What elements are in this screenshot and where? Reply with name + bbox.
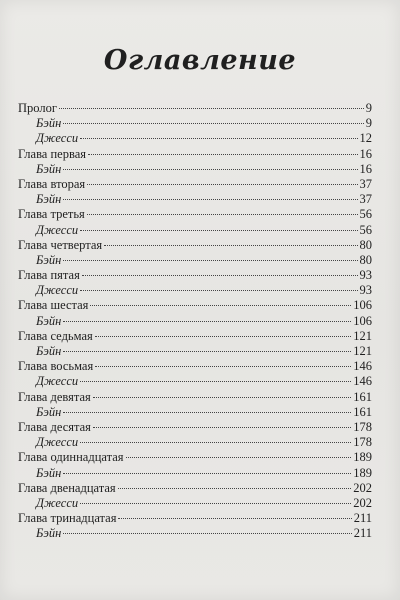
toc-entry-label: Глава восьмая — [18, 359, 94, 374]
dot-leader — [63, 412, 351, 413]
toc-entry-label: Глава первая — [18, 146, 87, 161]
toc-chapter-entry — [18, 511, 372, 526]
toc-page-number: 189 — [353, 450, 372, 465]
dot-leader — [59, 108, 364, 109]
dot-leader — [95, 336, 352, 337]
dot-leader — [80, 381, 351, 382]
toc-entry-label: Бэйн — [36, 404, 62, 419]
toc-chapter-entry — [18, 329, 372, 344]
toc-entry-label: Глава пятая — [18, 268, 80, 283]
dot-leader — [80, 442, 351, 443]
toc-subentry — [18, 253, 372, 268]
toc-page-number: 121 — [353, 344, 372, 358]
toc-page-number: 12 — [359, 131, 372, 146]
dot-leader — [63, 321, 351, 322]
toc-subentry — [18, 314, 372, 329]
dot-leader — [93, 397, 351, 398]
toc-subentry — [18, 344, 372, 359]
toc-subentry — [18, 526, 372, 541]
dot-leader — [118, 518, 351, 519]
toc-page-number: 93 — [359, 268, 372, 283]
toc-entry-label: Глава шестая — [18, 298, 89, 313]
toc-chapter-entry — [18, 420, 372, 435]
toc-chapter-entry — [18, 147, 372, 162]
toc-entry-label: Глава третья — [18, 207, 85, 222]
dot-leader — [87, 184, 357, 185]
toc-page-number: 211 — [353, 511, 372, 526]
toc-chapter-entry — [18, 177, 372, 192]
toc-chapter-entry — [18, 101, 372, 116]
toc-subentry — [18, 116, 372, 131]
toc-page-number: 161 — [353, 404, 372, 419]
toc-chapter-entry — [18, 238, 372, 253]
toc-entry-label: Глава двенадцатая — [18, 480, 116, 495]
toc-page-number: 56 — [359, 222, 372, 237]
toc-subentry — [18, 162, 372, 177]
toc-entry-label: Бэйн — [36, 313, 62, 328]
toc-subentry — [18, 374, 372, 389]
toc-entry-label: Пролог — [18, 101, 57, 115]
dot-leader — [63, 260, 357, 261]
toc-entry-label: Джесси — [36, 222, 79, 237]
toc-chapter-entry — [18, 390, 372, 405]
toc-entry-label: Джесси — [36, 374, 79, 389]
toc-subentry — [18, 496, 372, 511]
dot-leader — [80, 138, 357, 139]
toc-subentry — [18, 405, 372, 420]
dot-leader — [80, 230, 357, 231]
dot-leader — [63, 473, 351, 474]
toc-page-number: 161 — [353, 389, 372, 404]
toc-entry-label: Бэйн — [36, 161, 62, 176]
toc-page-number: 37 — [359, 192, 372, 207]
dot-leader — [95, 366, 351, 367]
page-title: Оглавление — [103, 45, 297, 76]
toc-page-number: 202 — [353, 495, 372, 510]
toc-chapter-entry — [18, 450, 372, 465]
toc-page-number: 9 — [365, 101, 372, 115]
dot-leader — [63, 351, 351, 352]
dot-leader — [90, 305, 351, 306]
dot-leader — [80, 290, 357, 291]
toc-chapter-entry — [18, 359, 372, 374]
toc-chapter-entry — [18, 268, 372, 283]
toc-page-number: 37 — [359, 176, 372, 191]
toc-entry-label: Глава девятая — [18, 389, 91, 404]
toc-page-number: 202 — [353, 480, 372, 495]
toc-entry-label: Бэйн — [36, 344, 62, 358]
table-of-contents — [18, 101, 372, 541]
toc-entry-label: Глава одиннадцатая — [18, 450, 124, 465]
dot-leader — [88, 154, 357, 155]
toc-page-number: 16 — [359, 161, 372, 176]
toc-page-number: 106 — [353, 298, 372, 313]
dot-leader — [93, 427, 351, 428]
toc-page-number: 146 — [353, 359, 372, 374]
toc-page-number: 80 — [359, 237, 372, 252]
toc-entry-label: Джесси — [36, 435, 79, 450]
toc-page-number: 178 — [353, 419, 372, 434]
toc-entry-label: Глава вторая — [18, 176, 86, 191]
toc-entry-label: Глава десятая — [18, 419, 91, 434]
dot-leader — [63, 169, 357, 170]
toc-page-number: 121 — [353, 328, 372, 343]
toc-entry-label: Бэйн — [36, 252, 62, 267]
toc-page-number: 211 — [353, 526, 372, 541]
toc-subentry — [18, 131, 372, 146]
dot-leader — [126, 457, 352, 458]
toc-subentry — [18, 223, 372, 238]
toc-subentry — [18, 435, 372, 450]
toc-entry-label: Джесси — [36, 283, 79, 298]
toc-page-number: 93 — [359, 283, 372, 298]
toc-entry-label: Бэйн — [36, 116, 62, 131]
toc-page-number: 80 — [359, 252, 372, 267]
toc-subentry — [18, 283, 372, 298]
toc-entry-label: Бэйн — [36, 526, 62, 541]
toc-entry-label: Глава четвертая — [18, 237, 103, 252]
toc-chapter-entry — [18, 481, 372, 496]
toc-entry-label: Джесси — [36, 495, 79, 510]
dot-leader — [104, 245, 357, 246]
toc-entry-label: Глава тринадцатая — [18, 511, 117, 526]
toc-subentry — [18, 466, 372, 481]
toc-entry-label: Бэйн — [36, 465, 62, 480]
toc-chapter-entry — [18, 298, 372, 313]
toc-page-number: 106 — [353, 313, 372, 328]
dot-leader — [82, 275, 358, 276]
dot-leader — [63, 123, 363, 124]
toc-entry-label: Глава седьмая — [18, 328, 93, 343]
toc-page-number: 9 — [365, 116, 372, 131]
toc-page-number: 56 — [359, 207, 372, 222]
toc-page-number: 189 — [353, 465, 372, 480]
toc-chapter-entry — [18, 207, 372, 222]
dot-leader — [118, 488, 352, 489]
dot-leader — [87, 214, 358, 215]
toc-subentry — [18, 192, 372, 207]
toc-entry-label: Джесси — [36, 131, 79, 146]
toc-page-number: 146 — [353, 374, 372, 389]
toc-page-number: 178 — [353, 435, 372, 450]
toc-entry-label: Бэйн — [36, 192, 62, 207]
dot-leader — [63, 533, 351, 534]
dot-leader — [63, 199, 357, 200]
toc-page-number: 16 — [359, 146, 372, 161]
dot-leader — [80, 503, 351, 504]
